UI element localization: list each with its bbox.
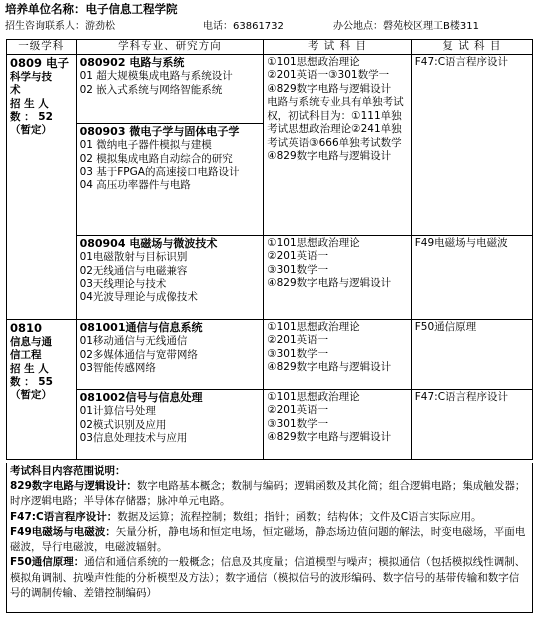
retest-cell <box>411 236 532 320</box>
table-header-row <box>7 40 533 55</box>
exam-item: ④829数字电路与逻辑设计 <box>267 431 392 444</box>
department-line: （暂定） <box>10 389 52 402</box>
contact-row <box>0 21 536 37</box>
exam-cell <box>264 390 412 460</box>
retest-cell <box>411 55 532 236</box>
note-item <box>10 479 529 509</box>
note-label: F49电磁场与电磁波： <box>10 525 116 538</box>
department-line: 招 生 人 <box>10 97 49 110</box>
note-text: 通信和通信系统的一般概念；信息及其度量；信道模型与噪声；模拟通信（包括模拟线性调制、模拟角调制、抗噪声性能的分析模型及方法）；数字通信（模拟信号的波形编码、数字信号的基带传输和数字信号的调制传输、差错控制编码） <box>10 556 526 599</box>
retest-item: F50通信原理 <box>414 321 477 333</box>
table-row <box>7 390 533 460</box>
direction-item: 03 基于FPGA的高速接口电路设计 <box>79 165 240 178</box>
contact-person: 招生咨询联系人：游劲松 <box>5 21 115 32</box>
exam-item: ①101思想政治理论 <box>267 391 360 403</box>
note-label: F50通信原理： <box>10 556 85 569</box>
note-text: 矢量分析，静电场和恒定电场，恒定磁场，静态场边值问题的解法，时变电磁场，平面电磁波，导行电磁波，电磁波辐射。 <box>10 525 526 554</box>
major-title: 080904 电磁场与微波技术 <box>79 237 218 250</box>
office-address: 办公地点：磬苑校区理工B楼311 <box>333 21 479 32</box>
exam-item: ④829数字电路与逻辑设计 <box>267 361 392 374</box>
col-header-major: 学科专业、研究方向 <box>76 40 264 55</box>
exam-item: ①101思想政治理论 <box>267 56 360 68</box>
direction-item: 02模式识别及应用 <box>79 418 167 431</box>
direction-item: 02 模拟集成电路自动综合的研究 <box>79 152 233 165</box>
notes-heading: 考试科目内容范围说明： <box>10 465 126 477</box>
major-cell <box>76 390 264 460</box>
col-header-exam: 考 试 科 目 <box>264 40 412 55</box>
department-line: 数 ： 55 <box>10 376 53 389</box>
direction-item: 01 微纳电子器件模拟与建模 <box>79 139 212 152</box>
retest-item: F47:C语言程序设计 <box>414 56 509 68</box>
exam-item: ③301数学一 <box>267 417 329 430</box>
department-line: （暂定） <box>10 124 52 137</box>
exam-item: ②201英语一 <box>267 250 329 263</box>
major-cell <box>76 236 264 320</box>
note-label: F47:C语言程序设计： <box>10 510 118 523</box>
exam-item: 电路与系统专业具有单独考试权，初试科目为：①111单独考试思想政治理论②241单独考试英语③666单独考试数学④829数字电路与逻辑设计 <box>267 96 404 163</box>
exam-item: ②201英语一 <box>267 334 329 347</box>
retest-item: F49电磁场与电磁波 <box>414 237 508 249</box>
note-text: 数字电路基本概念；数制与编码；逻辑函数及其化简；组合逻辑电路；集成触发器；时序逻辑电路；半导体存储器；脉冲单元电路。 <box>10 480 526 508</box>
department-line: 术 <box>10 84 21 97</box>
direction-item: 01移动通信与无线通信 <box>79 335 188 348</box>
table-row <box>7 320 533 390</box>
direction-item: 01 超大规模集成电路与系统设计 <box>79 70 233 83</box>
exam-item: ④829数字电路与逻辑设计 <box>267 277 392 290</box>
direction-item: 01计算信号处理 <box>79 405 156 418</box>
direction-item: 03智能传感网络 <box>79 361 156 374</box>
exam-item: ③301数学一 <box>267 347 329 360</box>
direction-item: 04 高压功率器件与电路 <box>79 179 191 192</box>
major-title: 081002信号与信息处理 <box>79 391 203 404</box>
note-item <box>10 510 529 525</box>
major-title: 081001通信与信息系统 <box>79 321 203 334</box>
contact-phone: 电话：63861732 <box>203 21 284 32</box>
col-header-discipline: 一级学科 <box>7 40 77 55</box>
exam-cell <box>264 320 412 390</box>
department-line: 科学与技 <box>10 70 52 83</box>
exam-cell <box>264 236 412 320</box>
note-item <box>10 555 529 601</box>
note-label: 829数字电路与逻辑设计： <box>10 480 137 493</box>
direction-item: 02多媒体通信与宽带网络 <box>79 348 198 361</box>
major-title: 080902 电路与系统 <box>79 56 185 69</box>
exam-scope-notes <box>6 463 533 613</box>
department-line: 信工程 <box>10 349 42 362</box>
table-row <box>7 55 533 124</box>
unit-title: 培养单位名称：电子信息工程学院 <box>5 2 178 16</box>
exam-item: ①101思想政治理论 <box>267 321 360 333</box>
direction-item: 01电磁散射与目标识别 <box>79 251 188 264</box>
col-header-retest: 复 试 科 目 <box>411 40 532 55</box>
retest-cell <box>411 390 532 460</box>
program-table <box>6 39 533 460</box>
direction-item: 02 嵌入式系统与网络智能系统 <box>79 83 223 96</box>
direction-item: 04光波导理论与成像技术 <box>79 291 198 304</box>
exam-cell <box>264 55 412 236</box>
department-line: 招 生 人 <box>10 362 49 375</box>
major-cell <box>76 320 264 390</box>
note-text: 数据及运算；流程控制；数组；指针；函数；结构体；文件及C语言实际应用。 <box>117 510 482 523</box>
exam-item: ①101思想政治理论 <box>267 237 360 249</box>
exam-item: ③301数学一 <box>267 263 329 276</box>
department-line: 0810 <box>10 321 43 335</box>
major-cell <box>76 55 264 124</box>
exam-item: ②201英语一 <box>267 404 329 417</box>
direction-item: 03天线理论与技术 <box>79 277 167 290</box>
direction-item: 02无线通信与电磁兼容 <box>79 264 188 277</box>
retest-item: F47:C语言程序设计 <box>414 391 509 403</box>
table-row <box>7 236 533 320</box>
retest-cell <box>411 320 532 390</box>
major-title: 080903 微电子学与固体电子学 <box>79 125 240 138</box>
direction-item: 03信息处理技术与应用 <box>79 431 188 444</box>
department-line: 数 ： 52 <box>10 111 53 124</box>
department-cell <box>7 55 77 320</box>
department-line: 0809 电子 <box>10 56 70 70</box>
department-line: 信息与通 <box>10 335 52 348</box>
note-item <box>10 525 529 555</box>
exam-item: ②201英语一③301数学一④829数字电路与逻辑设计 <box>267 69 392 95</box>
department-cell <box>7 320 77 460</box>
major-cell <box>76 124 264 236</box>
